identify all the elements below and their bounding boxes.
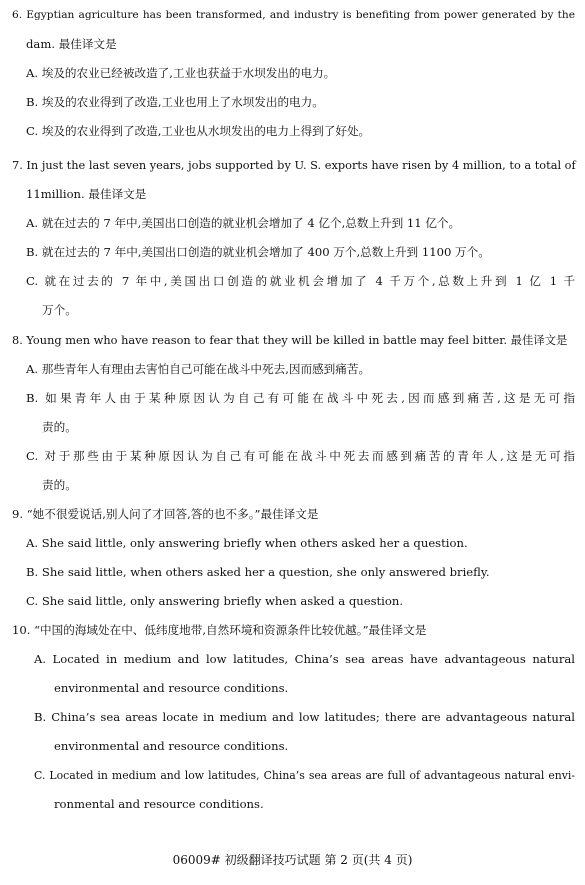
option-c-cont: 万个。 <box>42 303 77 317</box>
option-a: A. 埃及的农业已经被改造了,工业也获益于水坝发出的电力。 <box>26 66 336 80</box>
option-b: B. China’s sea areas locate in medium and low latitudes; there are advantageous natural <box>34 710 575 724</box>
option-c: C. 埃及的农业得到了改造,工业也从水坝发出的电力上得到了好处。 <box>26 124 371 138</box>
option-c: C. 就在过去的 7 年中,美国出口创造的就业机会增加了 4 千万个,总数上升到 1 亿 1 千 <box>26 274 575 288</box>
option-b: B. 如果青年人由于某种原因认为自己有可能在战斗中死去,因而感到痛苦,这是无可指 <box>26 391 575 405</box>
option-a-cont: environmental and resource conditions. <box>54 681 289 695</box>
page-footer: 06009# 初级翻译技巧试题 第 2 页(共 4 页) <box>172 853 413 867</box>
option-b-cont: environmental and resource conditions. <box>54 739 289 753</box>
option-b: B. 就在过去的 7 年中,美国出口创造的就业机会增加了 400 万个,总数上升到 1100 万个。 <box>26 245 490 259</box>
option-a: A. She said little, only answering briefly when others asked her a question. <box>26 536 468 550</box>
option-c: C. She said little, only answering briefly when asked a question. <box>26 594 404 608</box>
option-c-cont: ronmental and resource conditions. <box>54 797 264 811</box>
option-a: A. Located in medium and low latitudes, China’s sea areas have advantageous natural <box>34 652 575 666</box>
option-c: C. 对于那些由于某种原因认为自己有可能在战斗中死去而感到痛苦的青年人,这是无可指 <box>26 449 575 463</box>
question-9 <box>12 507 575 609</box>
option-a: A. 就在过去的 7 年中,美国出口创造的就业机会增加了 4 亿个,总数上升到 11 亿个。 <box>26 216 461 230</box>
option-a: A. 那些青年人有理由去害怕自己可能在战斗中死去,因而感到痛苦。 <box>26 362 371 376</box>
question-stem: 8. Young men who have reason to fear that they will be killed in battle may feel bitter. 最佳译文是 <box>12 333 568 347</box>
question-stem: 10. “中国的海域处在中、低纬度地带,自然环境和资源条件比较优越。”最佳译文是 <box>12 623 427 637</box>
option-b-cont: 责的。 <box>42 420 77 434</box>
question-7 <box>12 158 575 318</box>
option-c: C. Located in medium and low latitudes, China’s sea areas are full of advantageous natural envi- <box>34 769 575 782</box>
question-stem-cont: 11million. 最佳译文是 <box>26 187 147 201</box>
question-stem: 7. In just the last seven years, jobs supported by U. S. exports have risen by 4 million, to a total of <box>12 158 576 172</box>
question-stem: 6. Egyptian agriculture has been transformed, and industry is benefiting from power generated by the <box>12 9 575 21</box>
question-6 <box>12 8 575 139</box>
question-10 <box>12 623 575 812</box>
question-8 <box>12 333 575 493</box>
question-stem-cont: dam. 最佳译文是 <box>26 37 117 51</box>
option-b: B. She said little, when others asked her a question, she only answered briefly. <box>26 565 490 579</box>
option-b: B. 埃及的农业得到了改造,工业也用上了水坝发出的电力。 <box>26 95 324 109</box>
question-stem: 9. “她不很爱说话,别人问了才回答,答的也不多。”最佳译文是 <box>12 507 319 521</box>
option-c-cont: 责的。 <box>42 478 77 492</box>
